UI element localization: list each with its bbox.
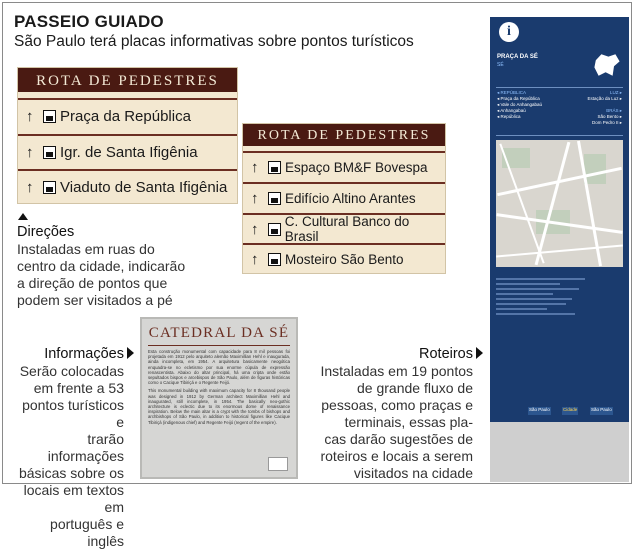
plaque-title: CATEDRAL DA SÉ xyxy=(148,325,290,341)
totem-dir-item: ◂ República xyxy=(497,114,521,119)
plaque-divider xyxy=(148,345,290,346)
totem-dir-item: Estação da Luz ▸ xyxy=(587,96,622,101)
roteiros-line: Instaladas em 19 pontos xyxy=(320,363,473,379)
pedestrian-sign-2 xyxy=(243,124,445,273)
totem-divider xyxy=(496,135,623,136)
totem-dir-item: São Bento ▸ xyxy=(597,114,622,119)
arrow-up-icon: ↑ xyxy=(26,178,34,196)
arrow-up-icon: ↑ xyxy=(26,143,34,161)
plaque-logo xyxy=(268,457,288,471)
informacoes-line: em frente a 53 xyxy=(33,380,124,396)
legend-line xyxy=(496,278,585,280)
triangle-right-icon xyxy=(476,347,483,359)
direcoes-block xyxy=(17,207,217,309)
roteiros-line: cas darão sugestões de xyxy=(324,431,473,447)
footer-logo: Cidade xyxy=(562,407,578,415)
route-totem xyxy=(490,17,629,422)
roteiros-label: Roteiros xyxy=(419,346,473,362)
totem-dir-item: ◂ Praça da República xyxy=(497,96,540,101)
totem-dir-item: ◂ Anhangabaú xyxy=(497,108,526,113)
roteiros-line: roteiros e locais a serem xyxy=(320,448,473,464)
arrow-up-icon: ↑ xyxy=(26,107,34,125)
sign-row-label: Espaço BM&F Bovespa xyxy=(285,159,428,175)
page-title: PASSEIO GUIADO xyxy=(14,12,164,31)
plaque-text-en: This monumental building with maximum capacity for 8 thousand people was designed in 1912 by German architect Maximillian Hehl and inaugurated, still incomplete, in 1954. The basically neo-gothic architecture is eclectic due to its enormous dome of renaissance inspiration. Below the main altar is a crypt with the tombs of bishops and archbishops of São Paulo, in addition to historical figures like Cacique Tibiriçá (indigenous chief) and Regente Feijó (regent of the empire). xyxy=(148,388,290,425)
direcoes-line: Instaladas em ruas do xyxy=(17,241,155,257)
church-icon xyxy=(43,146,56,159)
legend-line xyxy=(496,298,572,300)
direcoes-line: a direção de pontos que xyxy=(17,275,168,291)
information-plaque xyxy=(140,317,298,479)
arrow-up-icon: ↑ xyxy=(251,250,259,268)
legend-line xyxy=(496,313,575,315)
sign-row-label: Mosteiro São Bento xyxy=(285,251,404,267)
totem-place-name: PRAÇA DA SÉ xyxy=(497,54,538,60)
sao-paulo-map-icon xyxy=(593,53,621,77)
map-road xyxy=(496,244,623,257)
totem-header xyxy=(490,17,629,47)
sign-row-label: Praça da República xyxy=(60,107,191,125)
roteiros-line: visitados na cidade xyxy=(353,465,473,481)
sign-row xyxy=(243,213,445,243)
informacoes-line: Serão colocadas xyxy=(19,363,124,379)
legend-line xyxy=(496,308,547,310)
direcoes-line: podem ser visitados a pé xyxy=(17,292,173,308)
sign-row xyxy=(243,151,445,181)
footer-logo: São Paulo xyxy=(590,407,613,415)
triangle-up-icon xyxy=(18,213,28,220)
totem-base xyxy=(490,422,629,482)
informacoes-line: pontos turísticos e xyxy=(22,397,124,430)
legend-line xyxy=(496,283,560,285)
arrow-up-icon: ↑ xyxy=(251,158,259,176)
sign-row xyxy=(243,243,445,273)
building-icon xyxy=(268,223,281,236)
plaque-text-pt: Esta construção monumental com capacidade para 8 mil pessoas foi projetada em 1912 pelo arquiteto alemão Maximillian Hehl e inaugurada, ainda incompleta, em 1954. A arquitetura basicamente neogótica enquadra-se no ecletismo por sua enorme cúpula de expressão renascentista. Abaixo do altar principal, há uma cripta onde estão sepultados bispos e arcebispos de São Paulo, além de figuras históricas como o Cacique Tibiriçá e o Regente Feijó. xyxy=(148,349,290,386)
map-park xyxy=(584,154,606,184)
totem-legend xyxy=(496,275,623,335)
sign-row xyxy=(18,134,237,168)
roteiros-line: terminais, essas pla- xyxy=(344,414,473,430)
sign-row-label: Edifício Altino Arantes xyxy=(285,190,416,206)
bridge-icon xyxy=(43,181,56,194)
informacoes-label: Informações xyxy=(44,346,124,362)
map-road xyxy=(535,142,571,265)
totem-dir-item: LUZ ▸ xyxy=(609,90,622,95)
sign-row-label: C. Cultural Banco do Brasil xyxy=(284,214,410,244)
building-icon xyxy=(43,110,56,123)
roteiros-line: pessoas, como praças e xyxy=(321,397,473,413)
church-icon xyxy=(268,253,281,266)
direcoes-label: Direções xyxy=(17,224,75,240)
sign-row xyxy=(18,169,237,203)
informacoes-line: básicas sobre os xyxy=(18,465,124,481)
sign-heading: ROTA DE PEDESTRES xyxy=(18,68,237,92)
arrow-up-icon: ↑ xyxy=(251,220,259,238)
sign-row-label: Igr. de Santa Ifigênia xyxy=(60,143,198,161)
totem-street-map xyxy=(496,140,623,267)
footer-logo: São Paulo xyxy=(528,407,551,415)
totem-dir-item: BRÁS ▸ xyxy=(606,108,622,113)
informacoes-block xyxy=(12,345,134,550)
roteiros-block xyxy=(300,345,483,482)
informacoes-line: português e inglês xyxy=(50,516,124,549)
legend-line xyxy=(496,293,553,295)
totem-dir-item: ◂ REPÚBLICA xyxy=(497,90,527,95)
building-icon xyxy=(268,161,281,174)
arrow-up-icon: ↑ xyxy=(251,189,259,207)
sign-row xyxy=(243,182,445,212)
legend-line xyxy=(496,288,579,290)
direcoes-line: centro da cidade, indicarão xyxy=(17,258,186,274)
sign-heading: ROTA DE PEDESTRES xyxy=(243,124,445,146)
legend-line xyxy=(496,303,566,305)
pedestrian-sign-1 xyxy=(18,68,237,203)
sign-row xyxy=(18,98,237,132)
totem-divider xyxy=(496,87,623,88)
totem-right-directions xyxy=(587,90,622,126)
totem-dir-item: Dom Pedro II ▸ xyxy=(591,120,622,125)
building-icon xyxy=(268,192,281,205)
totem-left-directions xyxy=(497,90,542,120)
roteiros-line: de grande fluxo de xyxy=(357,380,473,396)
page-subtitle: São Paulo terá placas informativas sobre pontos turísticos xyxy=(14,33,414,50)
sign-row-label: Viaduto de Santa Ifigênia xyxy=(60,178,228,196)
totem-place-sub: SÉ xyxy=(497,62,504,68)
informacoes-line: locais em textos em xyxy=(23,482,124,515)
info-icon: i xyxy=(499,22,519,42)
triangle-right-icon xyxy=(127,347,134,359)
totem-dir-item: ◂ Vale do Anhangabaú xyxy=(497,102,542,107)
informacoes-line: trarão informações xyxy=(47,431,124,464)
